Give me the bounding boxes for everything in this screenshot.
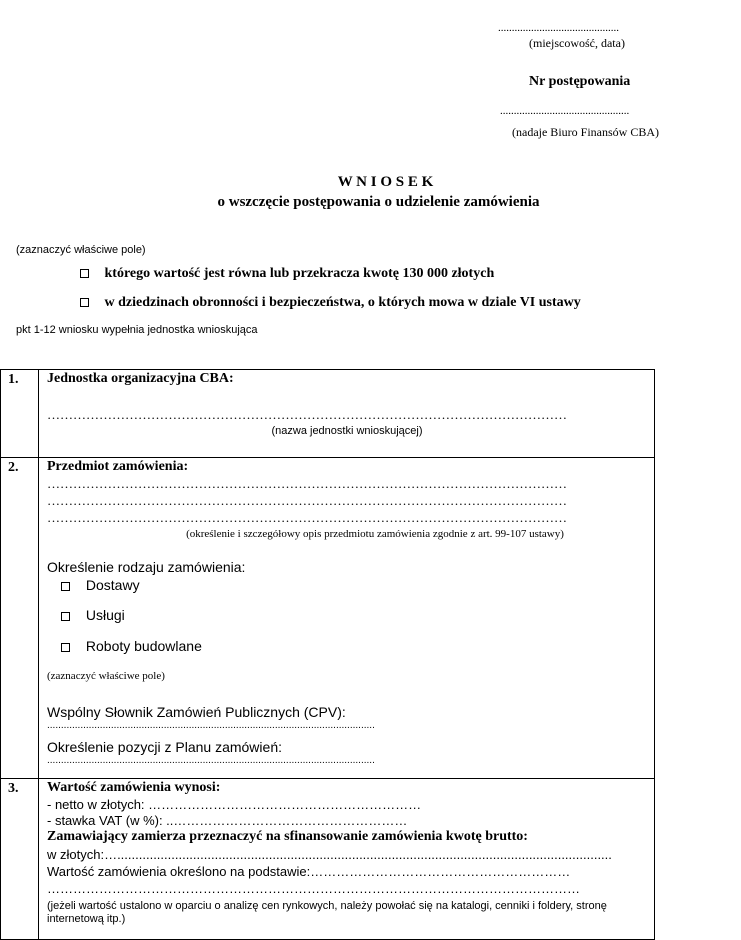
section-2-title: Przedmiot zamówienia: bbox=[47, 459, 189, 474]
section-2-content bbox=[39, 458, 655, 779]
order-type-construction-checkbox[interactable] bbox=[61, 643, 70, 652]
section-2-caption: (określenie i szczegółowy opis przedmiotu zamówienia zgodnie z art. 99-107 ustawy) bbox=[186, 528, 564, 540]
vat-field[interactable]: - stawka VAT (w %): ..……………………………………………… bbox=[47, 813, 408, 828]
order-type-supplies[interactable] bbox=[61, 577, 140, 593]
value-basis-note: (jeżeli wartość ustalono w oparciu o analizę cen rynkowych, należy powołać się na katalogi, cenniki i foldery, stronę internetową itp.) bbox=[47, 900, 607, 925]
order-type-label: Określenie rodzaju zamówienia: bbox=[47, 559, 246, 575]
value-basis-field-2[interactable]: …………………………………………………………………………………………………………… bbox=[47, 881, 580, 896]
case-number-dots: ............................................... bbox=[500, 105, 630, 117]
option-value-threshold-checkbox[interactable] bbox=[80, 269, 89, 278]
case-number-title: Nr postępowania bbox=[529, 74, 631, 89]
section-1-row bbox=[1, 370, 655, 458]
place-date-label: (miejscowość, data) bbox=[529, 36, 625, 50]
request-form-table bbox=[0, 369, 655, 940]
case-number-label: (nadaje Biuro Finansów CBA) bbox=[512, 125, 659, 139]
section-1-number: 1. bbox=[1, 370, 39, 458]
section-2-subject-field-1[interactable]: ………………………………………………………………………………………………………… bbox=[47, 476, 567, 491]
section-2-choose-note: (zaznaczyć właściwe pole) bbox=[47, 670, 165, 682]
option-value-threshold-label: którego wartość jest równa lub przekracza kwotę 130 000 złotych bbox=[104, 266, 495, 281]
order-type-supplies-label: Dostawy bbox=[85, 577, 140, 593]
section-2-subject-field-3[interactable]: ………………………………………………………………………………………………………… bbox=[47, 510, 567, 525]
section-3-row bbox=[1, 779, 655, 940]
plan-position-label: Określenie pozycji z Planu zamówień: bbox=[47, 739, 282, 755]
document-title: W N I O S E K bbox=[337, 174, 434, 190]
option-defense-security-checkbox[interactable] bbox=[80, 298, 89, 307]
order-type-construction-label: Roboty budowlane bbox=[85, 638, 202, 654]
section-3-content bbox=[39, 779, 655, 940]
section-3-title: Wartość zamówienia wynosi: bbox=[47, 780, 221, 795]
section-2-subject-field-2[interactable]: ………………………………………………………………………………………………………… bbox=[47, 493, 567, 508]
section-1-content bbox=[39, 370, 655, 458]
value-basis-field[interactable]: Wartość zamówienia określono na podstawie:…………………………………………………… bbox=[47, 864, 571, 879]
section-1-title: Jednostka organizacyjna CBA: bbox=[47, 371, 234, 386]
order-type-services-checkbox[interactable] bbox=[61, 612, 70, 621]
netto-field[interactable]: - netto w złotych: ……………………………………………………… bbox=[47, 797, 422, 812]
pkt-note: pkt 1-12 wniosku wypełnia jednostka wnioskująca bbox=[16, 324, 258, 336]
section-3-number: 3. bbox=[1, 779, 39, 940]
section-1-unit-name-field[interactable]: ………………………………………………………………………………………………………… bbox=[47, 407, 567, 422]
cpv-label: Wspólny Słownik Zamówień Publicznych (CPV): bbox=[47, 704, 346, 720]
section-2-row bbox=[1, 458, 655, 779]
order-type-services-label: Usługi bbox=[85, 607, 125, 623]
cpv-field[interactable]: ...................................................................................................................... bbox=[47, 720, 375, 731]
plan-position-field[interactable]: ...................................................................................................................... bbox=[47, 755, 375, 766]
order-type-construction[interactable] bbox=[61, 638, 202, 654]
order-type-supplies-checkbox[interactable] bbox=[61, 582, 70, 591]
brutto-title: Zamawiający zamierza przeznaczyć na sfinansowanie zamówienia kwotę brutto: bbox=[47, 829, 528, 844]
choose-note: (zaznaczyć właściwe pole) bbox=[16, 244, 146, 256]
order-type-services[interactable] bbox=[61, 607, 125, 623]
option-value-threshold[interactable] bbox=[80, 266, 494, 282]
section-2-number: 2. bbox=[1, 458, 39, 779]
brutto-field[interactable]: w złotych:…......................................................................................................................................... bbox=[47, 847, 612, 862]
option-defense-security[interactable] bbox=[80, 295, 581, 311]
place-date-dots: ............................................ bbox=[498, 22, 619, 34]
document-subtitle: o wszczęcie postępowania o udzielenie zamówienia bbox=[217, 194, 540, 210]
section-1-caption: (nazwa jednostki wnioskującej) bbox=[271, 425, 423, 437]
option-defense-security-label: w dziedzinach obronności i bezpieczeństwa, o których mowa w dziale VI ustawy bbox=[104, 295, 581, 310]
